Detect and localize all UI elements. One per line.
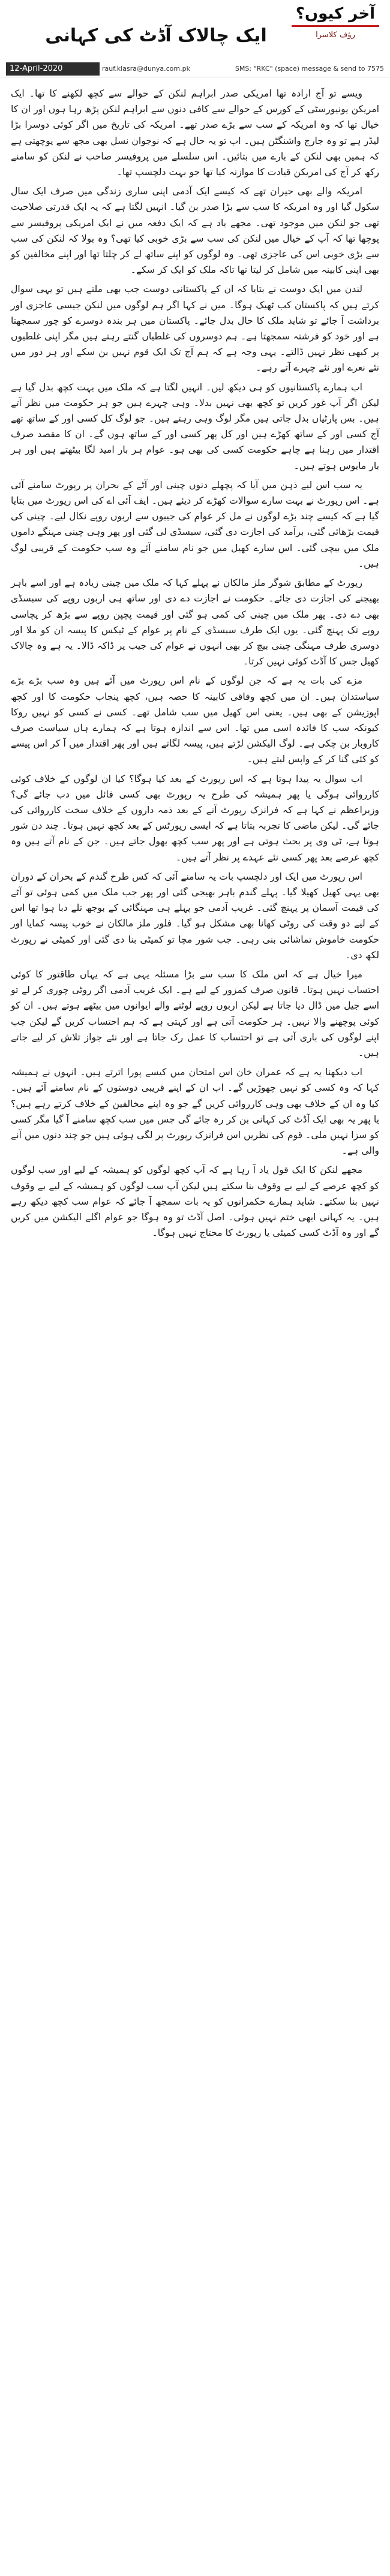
article-paragraph: امریکہ والے بھی حیران تھے کہ کیسے ایک آدمی اپنی ساری زندگی میں صرف ایک سال سکول گیا اور وہ امریکہ کا سب سے بڑا صدر بن گیا۔ انہیں لگتا ہے کہ یہ ایک قدرتی صلاحیت تھی جو لنکن میں موجود تھی۔ مجھے یاد ہے کہ ایک دفعہ میں نے ایک امریکی پروفیسر سے پوچھا تھا کہ آپ کے خیال میں لنکن کی سب سے بڑی خوبی کیا تھی؟ وہ بولا کہ لنکن کی سب سے بڑی خوبی اس کی عاجزی تھی۔ وہ لوگوں کو اپنے ساتھ لے کر چلتا تھا اور اپنے مخالفین کو بھی اپنی کابینہ میں شامل کر لیتا تھا تاکہ ملک کو ایک کر سکے۔ [11,185,379,276]
article-paragraph: اب ہمارے پاکستانیوں کو ہی دیکھ لیں۔ انہیں لگتا ہے کہ ملک میں بہت کچھ بدل گیا ہے لیکن اگر آپ غور کریں تو کچھ بھی نہیں بدلا۔ وہی چہرے ہیں جو ہر حکومت میں نظر آتے ہیں۔ بس پارٹیاں بدل جاتی ہیں مگر لوگ وہی رہتے ہیں۔ جو لوگ کل کسی اور کے ساتھ تھے آج کسی اور کے ساتھ کھڑے ہیں اور کل پھر کسی اور کے ساتھ ہوں گے۔ ان کا مقصد صرف اقتدار میں رہنا ہے چاہے حکومت کسی کی بھی ہو۔ عوام ہر بار امید لگا بیٹھتے ہیں اور ہر بار مایوس ہوتے ہیں۔ [11,381,379,471]
article-paragraph: مزے کی بات یہ ہے کہ جن لوگوں کے نام اس رپورٹ میں آئے ہیں وہ سب بڑے بڑے سیاستدان ہیں۔ ان میں کچھ وفاقی کابینہ کا حصہ ہیں، کچھ پنجاب حکومت کا اور کچھ اپوزیشن کے بھی ہیں۔ یعنی اس کھیل میں سب شامل تھے۔ کسی نے کسی کو نہیں روکا کیونکہ سب کا فائدہ اسی میں تھا۔ اس سے اندازہ ہوتا ہے کہ ہمارے ہاں سیاست صرف کاروبار بن چکی ہے۔ لوگ الیکشن لڑتے ہیں، پیسہ لگاتے ہیں اور پھر اقتدار میں آ کر اس پیسے کو کئی گنا کر کے واپس لیتے ہیں۔ [11,675,379,765]
article-paragraph: رپورٹ کے مطابق شوگر ملز مالکان نے پہلے کہا کہ ملک میں چینی زیادہ ہے اور اسے باہر بھیجنے کی اجازت دی جائے۔ حکومت نے اجازت دے دی اور ساتھ ہی اربوں روپے کی سبسڈی بھی دے دی۔ پھر ملک میں چینی کی کمی ہو گئی اور قیمت پچپن روپے سے بڑھ کر پچاسی روپے تک پہنچ گئی۔ یوں ایک طرف سبسڈی کے نام پر عوام کے ٹیکس کا پیسہ ان کو ملا اور دوسری طرف مہنگی چینی بیچ کر بھی انہوں نے عوام کی جیب پر ڈاکہ ڈالا۔ یہ ہے وہ چالاک کھیل جس کا آڈٹ کوئی نہیں کرتا۔ [11,577,379,667]
publish-date: 12-April-2020 [6,62,100,76]
article-paragraph: اب سوال یہ پیدا ہوتا ہے کہ اس رپورٹ کے بعد کیا ہوگا؟ کیا ان لوگوں کے خلاف کوئی کارروائی ہوگی یا پھر ہمیشہ کی طرح یہ رپورٹ بھی کسی فائل میں دب جائے گی؟ وزیراعظم نے کہا ہے کہ فرانزک رپورٹ آنے کے بعد ذمہ داروں کے خلاف سخت کارروائی کی جائے گی۔ لیکن ماضی کا تجربہ بتاتا ہے کہ ایسی رپورٹس کے بعد کچھ نہیں ہوتا۔ چند دن شور ہوتا ہے، ٹی وی پر بحث ہوتی ہے اور پھر سب کچھ بھول جاتے ہیں۔ جن کے نام آتے ہیں وہ کچھ عرصے بعد پھر کسی نئے عہدے پر نظر آتے ہیں۔ [11,772,379,863]
article-paragraph: میرا خیال ہے کہ اس ملک کا سب سے بڑا مسئلہ یہی ہے کہ یہاں طاقتور کا کوئی احتساب نہیں ہوتا۔ قانون صرف کمزور کے لیے ہے۔ ایک غریب آدمی اگر روٹی چوری کر لے تو اسے جیل میں ڈال دیا جاتا ہے لیکن اربوں روپے لوٹنے والے ایوانوں میں بیٹھے ہوتے ہیں۔ ان کو کوئی پوچھنے والا نہیں۔ ہر حکومت آتی ہے اور کہتی ہے کہ ہم احتساب کریں گے لیکن جب اپنے لوگوں کی باری آتی ہے تو احتساب کا عمل رک جاتا ہے اور نئے جواز تلاش کر لیے جاتے ہیں۔ [11,968,379,1058]
article-body [0,77,390,1241]
contact-line [102,62,384,76]
article-paragraph: اس رپورٹ میں ایک اور دلچسپ بات یہ سامنے آئی کہ کس طرح گندم کے بحران کے دوران بھی یہی کھیل کھیلا گیا۔ پہلے گندم باہر بھیجی گئی اور پھر جب ملک میں کمی ہوئی تو آٹے کی قیمت آسمان پر پہنچ گئی۔ غریب آدمی جو پہلے ہی مہنگائی کے بوجھ تلے دبا ہوا تھا اس کے لیے دو وقت کی روٹی کھانا بھی مشکل ہو گیا۔ فلور ملز مالکان نے خوب پیسہ کمایا اور حکومت خاموش تماشائی بنی رہی۔ جب شور مچا تو کمیٹی بنا دی گئی اور کمیٹی نے رپورٹ لکھ دی۔ [11,870,379,961]
column-header [0,0,390,77]
author-email: rauf.klasra@dunya.com.pk [102,65,190,73]
article-paragraph: لندن میں ایک دوست نے بتایا کہ ان کے پاکستانی دوست جب بھی ملتے ہیں تو یہی سوال کرتے ہیں کہ پاکستان کب ٹھیک ہوگا۔ میں نے کہا اگر ہم لوگوں میں لنکن جیسی عاجزی اور برداشت آ جائے تو شاید ملک کا حال بدل جائے۔ پاکستان میں ہر بندہ دوسرے کو چور سمجھتا ہے اور خود کو فرشتہ سمجھتا ہے۔ ہم دوسروں کی غلطیاں گنتے رہتے ہیں مگر اپنی غلطیوں پر کبھی نظر نہیں ڈالتے۔ یہی وجہ ہے کہ ہم آج تک ایک قوم نہیں بن سکے اور ہر دور میں نئے نعرے اور نئے چہرے آتے رہے۔ [11,283,379,374]
sms-instructions: SMS: "RKC" (space) message & send to 7575 [235,65,384,73]
column-name: آخر کیوں؟ [292,5,379,27]
article-paragraph: مجھے لنکن کا ایک قول یاد آ رہا ہے کہ آپ کچھ لوگوں کو ہمیشہ کے لیے اور سب لوگوں کو کچھ عرصے کے لیے بے وقوف بنا سکتے ہیں لیکن آپ سب لوگوں کو ہمیشہ کے لیے بے وقوف نہیں بنا سکتے۔ شاید ہمارے حکمرانوں کو یہ بات سمجھ آ جائے کہ عوام سب کچھ دیکھ رہے ہیں۔ یہ کہانی ابھی ختم نہیں ہوئی۔ اصل آڈٹ تو وہ ہوگا جو عوام اگلے الیکشن میں کریں گے اور وہ آڈٹ کسی کمیٹی یا رپورٹ کا محتاج نہیں ہوگا۔ [11,1164,379,1239]
article-title: ایک چالاک آڈٹ کی کہانی [45,25,267,47]
column-author: رؤف کلاسرا [316,31,355,40]
article-paragraph: ویسے تو آج ارادہ تھا امریکی صدر ابراہم لنکن کے حوالے سے کچھ لکھنے کا تھا۔ ایک امریکن یونیورسٹی کے کورس کے حوالے سے کافی دنوں سے ابراہم لنکن پڑھ رہا ہوں اور ان کا خیال تھا کہ وہ امریکہ کے سب سے بڑے صدر تھے۔ امریکہ کی تاریخ میں اگر کوئی دوسرا بڑا لیڈر ہے تو وہ جارج واشنگٹن ہیں۔ اب تو یہ حال ہے کہ نوجوان نسل بھی مجھ سے پوچھتی ہے کہ ہمیں بھی لنکن کے بارے میں بتائیں۔ اس سلسلے میں پروفیسر صاحب نے لنکن کو سامنے رکھ کر آج کی امریکن قیادت کا موازنہ کیا تھا جو بہت دلچسپ تھا۔ [11,88,379,178]
article-paragraph: اب دیکھنا یہ ہے کہ عمران خان اس امتحان میں کیسے پورا اترتے ہیں۔ انہوں نے ہمیشہ کہا کہ وہ کسی کو نہیں چھوڑیں گے۔ اب ان کے اپنے قریبی دوستوں کے نام سامنے آئے ہیں۔ کیا وہ ان کے خلاف بھی وہی کارروائی کریں گے جو وہ اپنے مخالفین کے خلاف کرتے رہے ہیں؟ یا پھر یہ بھی ایک آڈٹ کی کہانی بن کر رہ جائے گی جس میں سب کچھ سامنے آ گیا مگر کسی کو سزا نہیں ملی۔ قوم کی نظریں اس فرانزک رپورٹ پر لگی ہوئی ہیں جو چند دنوں میں آنے والی ہے۔ [11,1066,379,1157]
column-logo [287,5,384,62]
article-paragraph: یہ سب اس لیے ذہن میں آیا کہ پچھلے دنوں چینی اور آٹے کے بحران پر رپورٹ سامنے آئی ہے۔ اس رپورٹ نے بہت سارے سوالات کھڑے کر دیئے ہیں۔ ایف آئی اے کی اس رپورٹ میں بتایا گیا ہے کہ کیسے چند بڑے لوگوں نے مل کر عوام کی جیبوں سے اربوں روپے نکال لیے۔ چینی کی قیمت بڑھائی گئی، برآمد کی اجازت دی گئی، سبسڈی لی گئی اور پھر وہی چینی مہنگے داموں ملک میں بیچی گئی۔ اس سارے کھیل میں جو نام سامنے آئے وہ سب حکومت کے قریبی لوگ ہیں۔ [11,479,379,569]
